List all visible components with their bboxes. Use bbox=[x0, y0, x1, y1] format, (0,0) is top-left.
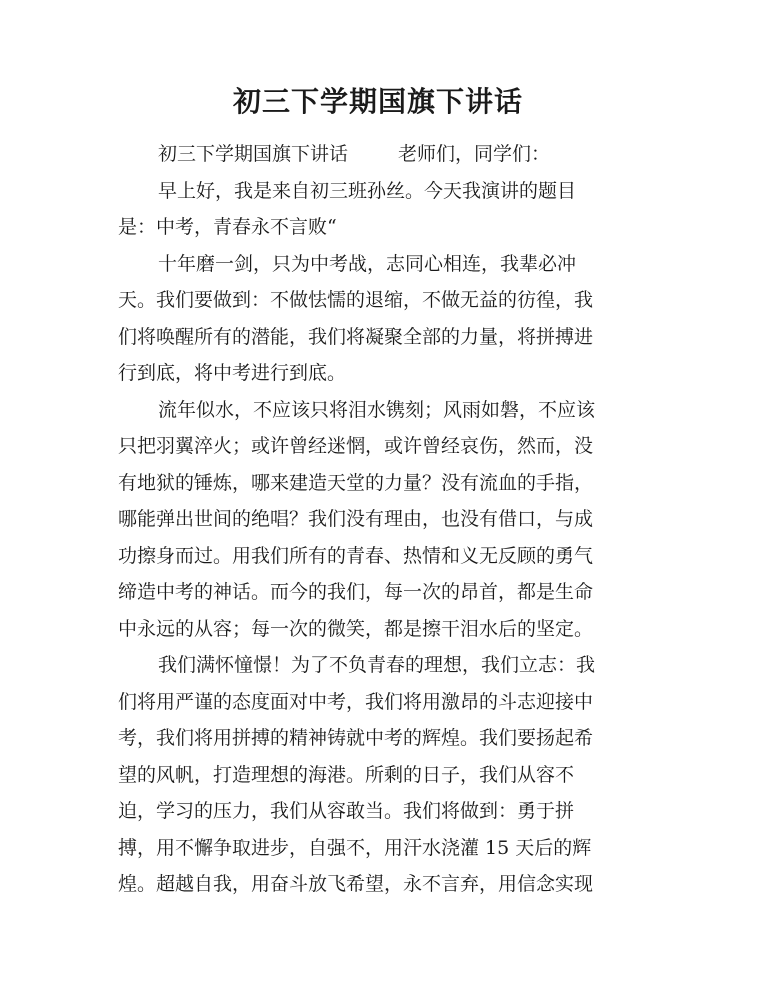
paragraph-3 bbox=[118, 392, 638, 648]
paragraph-line: 早上好，我是来自初三班孙丝。今天我演讲的题目 bbox=[158, 179, 577, 202]
paragraph-4 bbox=[118, 647, 638, 903]
intro-title: 初三下学期国旗下讲话 bbox=[158, 143, 349, 165]
paragraph-2 bbox=[118, 246, 638, 392]
paragraph-line: 们将用严谨的态度面对中考，我们将用激昂的斗志迎接中 bbox=[118, 690, 594, 713]
paragraph-line: 十年磨一剑，只为中考战，志同心相连，我辈必冲 bbox=[158, 252, 577, 275]
paragraph-line: 煌。超越自我，用奋斗放飞希望，永不言弃，用信念实现 bbox=[118, 873, 594, 895]
paragraph-line: 我们满怀憧憬！为了不负青春的理想，我们立志：我 bbox=[158, 654, 596, 676]
paragraph-1 bbox=[118, 173, 638, 246]
paragraph-line: 考，我们将用拼搏的精神铸就中考的辉煌。我们要扬起希 bbox=[118, 727, 594, 749]
paragraph-line: 功擦身而过。用我们所有的青春、热情和义无反顾的勇气 bbox=[118, 544, 594, 567]
document-title: 初三下学期国旗下讲话 bbox=[232, 85, 523, 118]
intro-paragraph bbox=[118, 136, 638, 173]
paragraph-line: 迫，学习的压力，我们从容敢当。我们将做到：勇于拼 bbox=[118, 800, 575, 822]
paragraph-line: 缔造中考的神话。而今的我们，每一次的昂首，都是生命 bbox=[118, 581, 594, 603]
paragraph-line: 行到底，将中考进行到底。 bbox=[118, 362, 347, 384]
paragraph-line: 流年似水，不应该只将泪水镌刻；风雨如磐，不应该 bbox=[158, 398, 596, 421]
document-page bbox=[118, 82, 638, 903]
paragraph-line: 搏，用不懈争取进步，自强不，用汗水浇灌 15 天后的辉 bbox=[118, 836, 592, 859]
paragraph-line: 哪能弹出世间的绝唱？我们没有理由，也没有借口，与成 bbox=[118, 508, 594, 530]
paragraph-line: 中永远的从容；每一次的微笑，都是擦干泪水后的坚定。 bbox=[118, 617, 594, 640]
paragraph-line: 是：中考，青春永不言败“ bbox=[118, 216, 337, 238]
paragraph-line: 望的风帆，打造理想的海港。所剩的日子，我们从容不 bbox=[118, 763, 575, 786]
paragraph-line: 有地狱的锤炼，哪来建造天堂的力量？没有流血的手指， bbox=[118, 471, 594, 494]
paragraph-line: 只把羽翼淬火；或许曾经迷惘，或许曾经哀伤，然而，没 bbox=[118, 435, 594, 457]
paragraph-line: 天。我们要做到：不做怯懦的退缩，不做无益的彷徨，我 bbox=[118, 289, 594, 311]
greeting: 老师们，同学们： bbox=[398, 143, 551, 165]
paragraph-line: 们将唤醒所有的潜能，我们将凝聚全部的力量，将拼搏进 bbox=[118, 325, 594, 348]
